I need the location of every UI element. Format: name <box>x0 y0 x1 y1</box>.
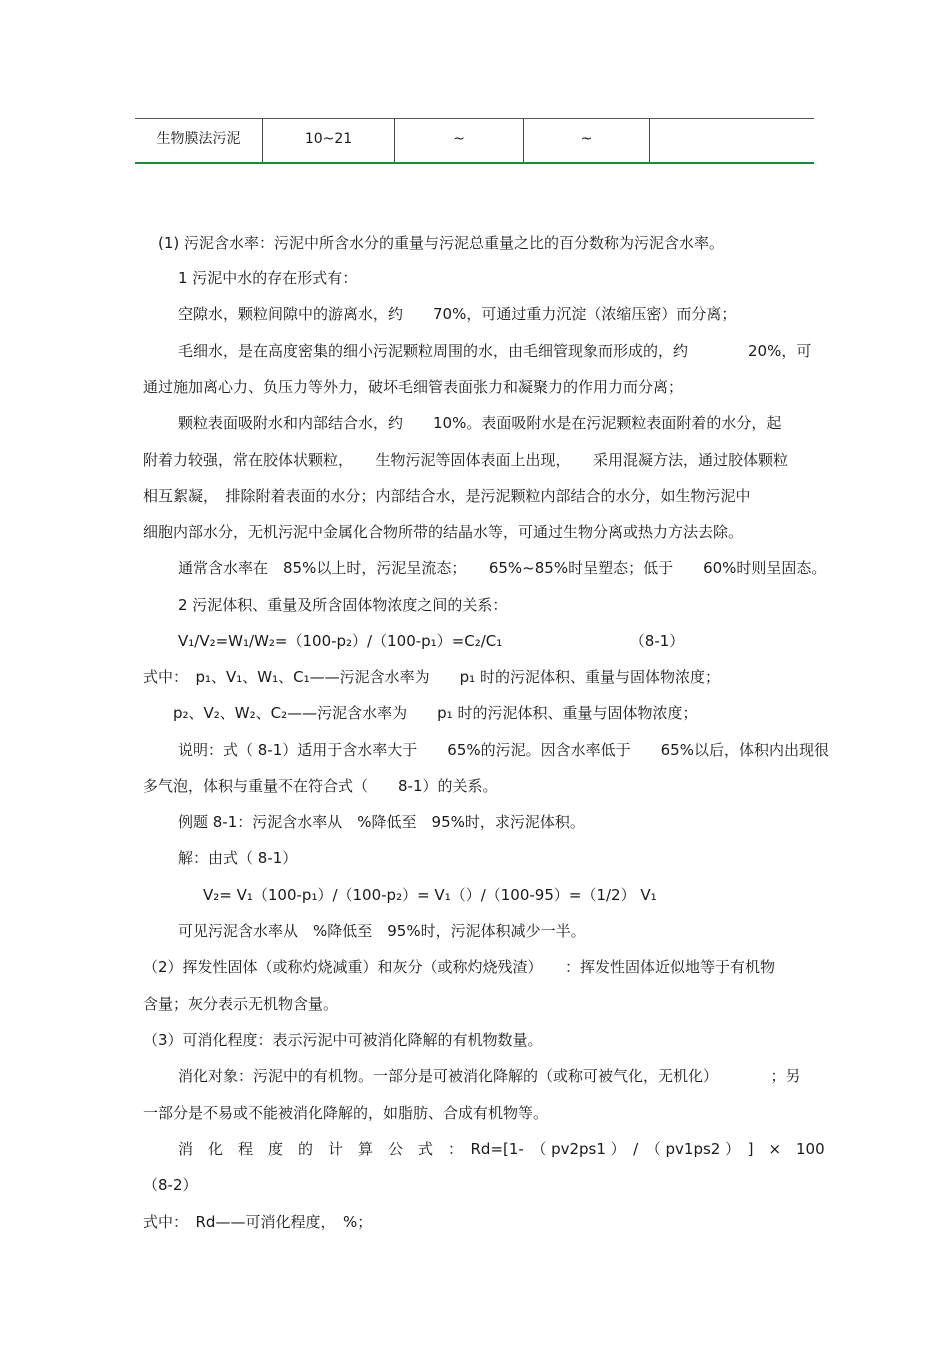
text-where-2: p₂、V₂、W₂、C₂——污泥含水率为 p₁ 时的污泥体积、重量与固体物浓度； <box>173 704 698 722</box>
text-water-content-states: 通常含水率在 85%以上时，污泥呈流态； 65%~85%时呈塑态；低于 60%时则呈固态。 <box>178 559 827 577</box>
paragraph-water-content-heading: (1) 污泥含水率：污泥中所含水分的重量与污泥总重量之比的百分数称为污泥含水率。 <box>158 234 725 252</box>
text-where-rd: 式中： Rd——可消化程度， %； <box>143 1213 373 1231</box>
text-adsorbed-water-4: 细胞内部水分，无机污泥中金属化合物所带的结晶水等，可通过生物分离或热力方法去除。 <box>143 523 744 541</box>
formula-solution: V₂= V₁（100-p₁）/（100-p₂）= V₁（）/（100-95）=（1/2） V₁ <box>203 886 657 904</box>
paragraph-digestibility: （3）可消化程度：表示污泥中可被消化降解的有机物数量。 <box>143 1031 543 1049</box>
formula-number-8-2: （8-2） <box>143 1176 198 1194</box>
subheading-volume-relation: 2 污泥体积、重量及所含固体物浓度之间的关系： <box>178 596 508 614</box>
text-conclusion: 可见污泥含水率从 %降低至 95%时，污泥体积减少一半。 <box>178 922 586 940</box>
table-cell-type: 生物膜法污泥 <box>156 131 241 147</box>
formula-8-1: V₁/V₂=W₁/W₂=（100-p₂）/（100-p₁）=C₂/C₁ （8-1） <box>178 632 685 650</box>
paragraph-volatile-solids-2: 含量；灰分表示无机物含量。 <box>143 995 339 1013</box>
text-example: 例题 8-1：污泥含水率从 %降低至 95%时，求污泥体积。 <box>178 813 585 831</box>
text-adsorbed-water-1: 颗粒表面吸附水和内部结合水，约 10%。表面吸附水是在污泥颗粒表面附着的水分，起 <box>178 414 782 432</box>
table-cell-value: 10~21 <box>304 131 353 147</box>
text-interstitial-water: 空隙水，颗粒间隙中的游离水，约 70%，可通过重力沉淀（浓缩压密）而分离； <box>178 305 737 323</box>
text-adsorbed-water-3: 相互絮凝， 排除附着表面的水分；内部结合水，是污泥颗粒内部结合的水分，如生物污泥中 <box>143 487 751 505</box>
formula-digestion: 消 化 程 度 的 计 算 公 式 ： Rd=[1- （ pv2ps1 ） / （ pv1ps2 ） ] × 100 <box>178 1140 825 1158</box>
text-note-1: 说明：式（ 8-1）适用于含水率大于 65%的污泥。因含水率低于 65%以后，体积内出现很 <box>178 741 829 759</box>
subheading-water-forms: 1 污泥中水的存在形式有： <box>178 269 358 287</box>
text-capillary-water-1: 毛细水，是在高度密集的细小污泥颗粒周围的水，由毛细管现象而形成的，约 20%，可 <box>178 342 812 360</box>
table-cell-range-1: ~ <box>453 131 465 147</box>
text-capillary-water-2: 通过施加离心力、负压力等外力，破坏毛细管表面张力和凝聚力的作用力而分离； <box>143 378 684 396</box>
text-adsorbed-water-2: 附着力较强，常在胶体状颗粒， 生物污泥等固体表面上出现， 采用混凝方法，通过胶体颗粒 <box>143 451 789 469</box>
table-cell-empty <box>650 119 814 162</box>
text-digestion-target-1: 消化对象：污泥中的有机物。一部分是可被消化降解的（或称可被气化，无机化） ；另 <box>178 1067 801 1085</box>
text-where-1: 式中： p₁、V₁、W₁、C₁——污泥含水率为 p₁ 时的污泥体积、重量与固体物浓度； <box>143 668 720 686</box>
text-solution: 解：由式（ 8-1） <box>178 849 298 867</box>
sludge-table <box>135 118 814 164</box>
table-cell-range-2: ~ <box>580 131 593 147</box>
paragraph-volatile-solids-1: （2）挥发性固体（或称灼烧减重）和灰分（或称灼烧残渣） ：挥发性固体近似地等于有机物 <box>143 958 776 976</box>
text-digestion-target-2: 一部分是不易或不能被消化降解的，如脂肪、合成有机物等。 <box>143 1104 549 1122</box>
text-note-2: 多气泡，体积与重量不在符合式（ 8-1）的关系。 <box>143 777 498 795</box>
